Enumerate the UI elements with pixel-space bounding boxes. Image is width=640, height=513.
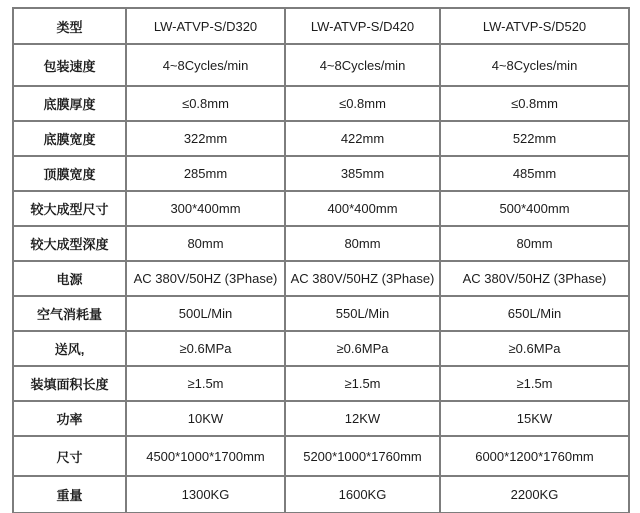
table-row xyxy=(13,86,629,121)
table-row xyxy=(13,191,629,226)
table-row xyxy=(13,156,629,191)
spec-label-cell: 重量 xyxy=(13,476,126,513)
spec-value-cell: 10KW xyxy=(126,401,285,436)
table-row xyxy=(13,331,629,366)
spec-value-cell: 650L/Min xyxy=(440,296,629,331)
spec-label-cell: 电源 xyxy=(13,261,126,296)
spec-label-cell: 底膜厚度 xyxy=(13,86,126,121)
spec-value-cell: ≥0.6MPa xyxy=(126,331,285,366)
spec-value-cell: 285mm xyxy=(126,156,285,191)
header-row xyxy=(13,8,629,44)
spec-value-cell: 2200KG xyxy=(440,476,629,513)
spec-value-cell: 300*400mm xyxy=(126,191,285,226)
spec-value-cell: 322mm xyxy=(126,121,285,156)
spec-value-cell: 5200*1000*1760mm xyxy=(285,436,440,476)
spec-value-cell: AC 380V/50HZ (3Phase) xyxy=(126,261,285,296)
spec-value-cell: 80mm xyxy=(440,226,629,261)
spec-value-cell: 80mm xyxy=(126,226,285,261)
spec-label-cell: 顶膜宽度 xyxy=(13,156,126,191)
spec-value-cell: ≤0.8mm xyxy=(440,86,629,121)
spec-value-cell: 1300KG xyxy=(126,476,285,513)
spec-value-cell: 522mm xyxy=(440,121,629,156)
spec-label-cell: 尺寸 xyxy=(13,436,126,476)
spec-label-cell: 送风, xyxy=(13,331,126,366)
spec-value-cell: ≤0.8mm xyxy=(285,86,440,121)
spec-value-cell: ≥1.5m xyxy=(440,366,629,401)
table-row xyxy=(13,121,629,156)
spec-label-cell: 类型 xyxy=(13,8,126,44)
spec-table-body xyxy=(13,8,629,513)
spec-label-cell: 较大成型深度 xyxy=(13,226,126,261)
spec-value-cell: 4500*1000*1700mm xyxy=(126,436,285,476)
product-spec-table xyxy=(12,7,630,513)
spec-value-cell: 500L/Min xyxy=(126,296,285,331)
spec-value-cell: 15KW xyxy=(440,401,629,436)
model-name-cell: LW-ATVP-S/D520 xyxy=(440,8,629,44)
spec-value-cell: ≥1.5m xyxy=(285,366,440,401)
spec-value-cell: 6000*1200*1760mm xyxy=(440,436,629,476)
table-row xyxy=(13,436,629,476)
spec-value-cell: 12KW xyxy=(285,401,440,436)
model-name-cell: LW-ATVP-S/D320 xyxy=(126,8,285,44)
table-row xyxy=(13,261,629,296)
model-name-cell: LW-ATVP-S/D420 xyxy=(285,8,440,44)
table-row xyxy=(13,226,629,261)
spec-value-cell: AC 380V/50HZ (3Phase) xyxy=(285,261,440,296)
spec-value-cell: AC 380V/50HZ (3Phase) xyxy=(440,261,629,296)
spec-value-cell: 550L/Min xyxy=(285,296,440,331)
spec-value-cell: 4~8Cycles/min xyxy=(440,44,629,86)
table-row xyxy=(13,44,629,86)
spec-label-cell: 功率 xyxy=(13,401,126,436)
spec-value-cell: ≥0.6MPa xyxy=(440,331,629,366)
spec-label-cell: 较大成型尺寸 xyxy=(13,191,126,226)
spec-value-cell: ≤0.8mm xyxy=(126,86,285,121)
spec-label-cell: 包装速度 xyxy=(13,44,126,86)
table-row xyxy=(13,366,629,401)
table-row xyxy=(13,401,629,436)
spec-value-cell: 4~8Cycles/min xyxy=(285,44,440,86)
spec-value-cell: 400*400mm xyxy=(285,191,440,226)
spec-label-cell: 底膜宽度 xyxy=(13,121,126,156)
spec-value-cell: 4~8Cycles/min xyxy=(126,44,285,86)
spec-value-cell: 485mm xyxy=(440,156,629,191)
spec-value-cell: 500*400mm xyxy=(440,191,629,226)
spec-value-cell: 1600KG xyxy=(285,476,440,513)
table-row xyxy=(13,296,629,331)
spec-value-cell: 422mm xyxy=(285,121,440,156)
spec-value-cell: ≥0.6MPa xyxy=(285,331,440,366)
spec-label-cell: 装填面积长度 xyxy=(13,366,126,401)
spec-label-cell: 空气消耗量 xyxy=(13,296,126,331)
spec-value-cell: 385mm xyxy=(285,156,440,191)
table-row xyxy=(13,476,629,513)
spec-value-cell: ≥1.5m xyxy=(126,366,285,401)
spec-value-cell: 80mm xyxy=(285,226,440,261)
